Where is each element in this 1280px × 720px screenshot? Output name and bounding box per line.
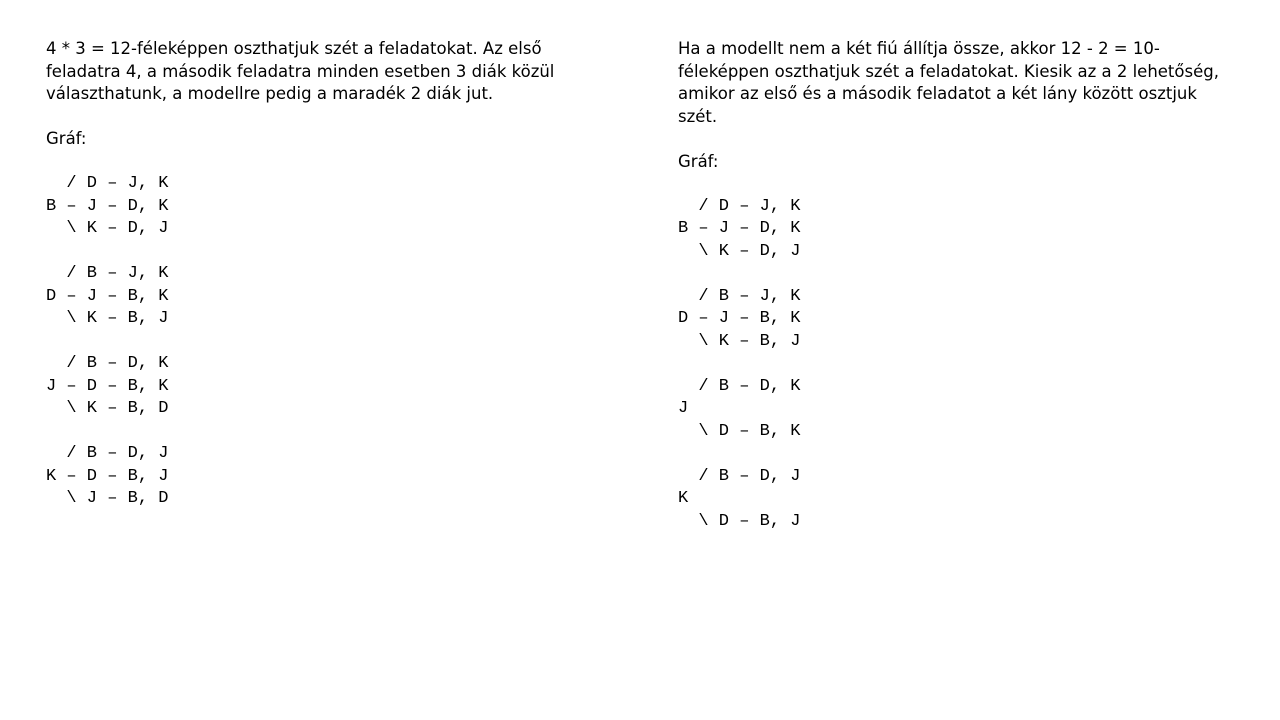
- graph-line: B – J – D, K: [46, 196, 169, 216]
- right-column: [678, 38, 1238, 556]
- graph-line: \ K – B, D: [46, 399, 169, 418]
- graph-line: / B – D, J: [46, 444, 169, 463]
- graph-line: K – D – B, J: [46, 466, 169, 486]
- graph-line: / B – J, K: [678, 286, 801, 306]
- graph-line: J: [678, 399, 689, 418]
- left-column: [46, 38, 586, 533]
- graph-line: \ K – B, J: [46, 309, 169, 328]
- graph-line: J – D – B, K: [46, 376, 169, 396]
- graph-line: \ J – B, D: [46, 489, 169, 508]
- left-graph-block-d: [46, 263, 586, 331]
- right-graph-block-d: [678, 286, 1238, 354]
- graph-line: \ K – B, J: [678, 331, 801, 351]
- graph-line: D – J – B, K: [46, 286, 169, 306]
- graph-line: / B – D, K: [678, 376, 801, 396]
- right-graph-block-k: [678, 466, 1238, 534]
- graph-line: \ K – D, J: [678, 241, 801, 261]
- left-graph-block-j: [46, 353, 586, 421]
- right-graph-block-j: [678, 376, 1238, 444]
- graph-line: / B – D, K: [46, 354, 169, 373]
- graph-line: \ D – B, K: [678, 421, 801, 441]
- right-graph-block-b: [678, 196, 1238, 264]
- graph-line: / D – J, K: [678, 196, 801, 216]
- graph-line: \ K – D, J: [46, 219, 169, 238]
- graph-line: / D – J, K: [46, 174, 169, 193]
- right-explanation: Ha a modellt nem a két fiú állítja össze, akkor 12 - 2 = 10-féleképpen oszthatjuk szét a feladatokat. Kiesik az a 2 lehetőség, amikor az első és a második feladatot a két lány között osztjuk szét.: [678, 39, 1225, 126]
- right-graph-label: Gráf:: [678, 151, 719, 171]
- left-graph-label: Gráf:: [46, 129, 87, 148]
- graph-line: \ D – B, J: [678, 511, 801, 531]
- graph-line: / B – J, K: [46, 264, 169, 283]
- graph-line: B – J – D, K: [678, 219, 801, 238]
- graph-line: / B – D, J: [678, 466, 801, 486]
- left-graph-block-b: [46, 173, 586, 241]
- left-explanation: 4 * 3 = 12-féleképpen oszthatjuk szét a feladatokat. Az első feladatra 4, a második feladatra minden esetben 3 diák közül választhatunk, a modellre pedig a maradék 2 diák jut.: [46, 39, 560, 103]
- left-graph-block-k: [46, 443, 586, 511]
- graph-line: K: [678, 489, 689, 508]
- graph-line: D – J – B, K: [678, 309, 801, 328]
